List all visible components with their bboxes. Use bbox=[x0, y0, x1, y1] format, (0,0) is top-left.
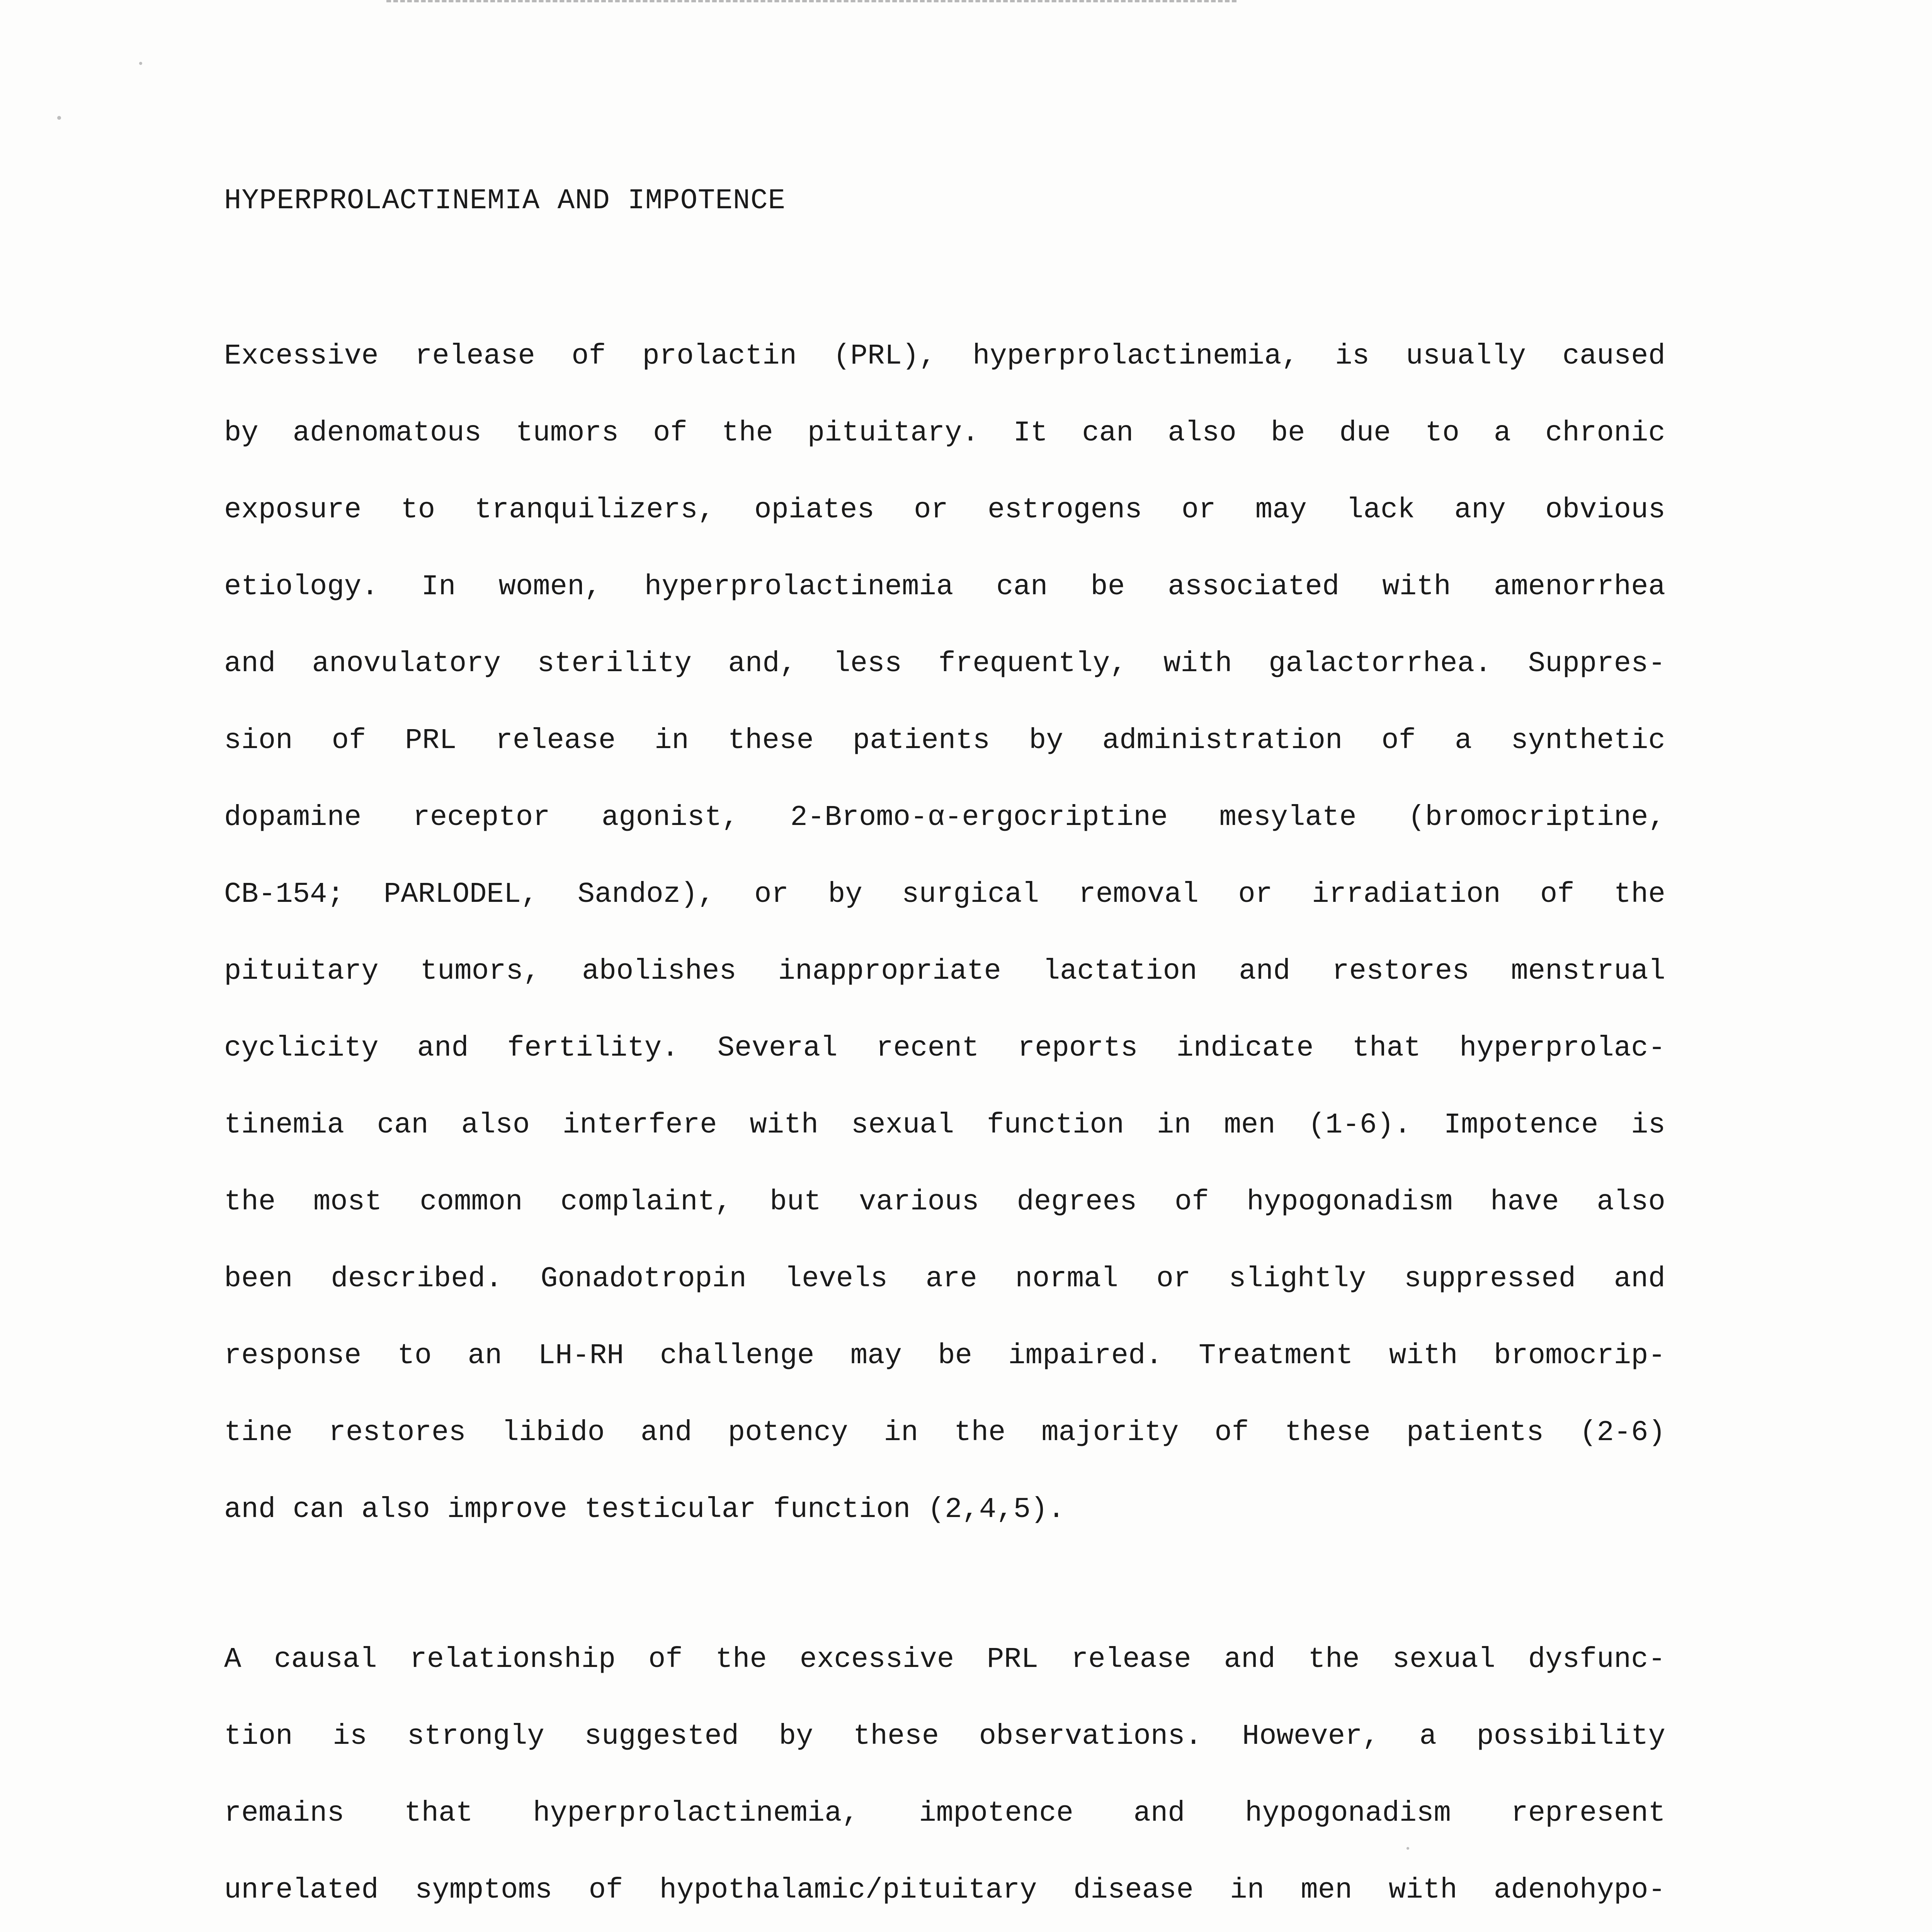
body-paragraph-1 bbox=[224, 329, 1665, 1560]
scan-edge-artifact bbox=[386, 0, 1236, 6]
text-line: unrelated symptoms of hypothalamic/pituitary disease in men with adenohypo- bbox=[224, 1874, 1665, 1906]
text-line: remains that hyperprolactinemia, impotence and hypogonadism represent bbox=[224, 1797, 1665, 1830]
scan-speck bbox=[139, 62, 142, 65]
text-line: exposure to tranquilizers, opiates or estrogens or may lack any obvious bbox=[224, 494, 1665, 526]
text-line: the most common complaint, but various degrees of hypogonadism have also bbox=[224, 1186, 1665, 1218]
text-line: by adenomatous tumors of the pituitary. It can also be due to a chronic bbox=[224, 417, 1665, 449]
text-line: and can also improve testicular function (2,4,5). bbox=[224, 1493, 1065, 1526]
text-line: been described. Gonadotropin levels are normal or slightly suppressed and bbox=[224, 1263, 1665, 1295]
text-line: cyclicity and fertility. Several recent reports indicate that hyperprolac- bbox=[224, 1032, 1665, 1065]
text-line: response to an LH-RH challenge may be impaired. Treatment with bromocrip- bbox=[224, 1340, 1665, 1372]
scan-speck bbox=[57, 116, 61, 120]
text-line: Excessive release of prolactin (PRL), hyperprolactinemia, is usually caused bbox=[224, 340, 1665, 372]
text-line: etiology. In women, hyperprolactinemia can be associated with amenorrhea bbox=[224, 571, 1665, 603]
text-line: dopamine receptor agonist, 2-Bromo-α-ergocriptine mesylate (bromocriptine, bbox=[224, 801, 1665, 834]
body-paragraph-2 bbox=[224, 1633, 1665, 1932]
document-title: HYPERPROLACTINEMIA AND IMPOTENCE bbox=[224, 185, 786, 217]
text-line: tine restores libido and potency in the majority of these patients (2-6) bbox=[224, 1417, 1665, 1449]
text-line: tinemia can also interfere with sexual function in men (1-6). Impotence is bbox=[224, 1109, 1665, 1141]
text-line: tion is strongly suggested by these observations. However, a possibility bbox=[224, 1720, 1665, 1753]
text-line: pituitary tumors, abolishes inappropriate lactation and restores menstrual bbox=[224, 955, 1665, 988]
text-line: and anovulatory sterility and, less frequently, with galactorrhea. Suppres- bbox=[224, 648, 1665, 680]
text-line: A causal relationship of the excessive PRL release and the sexual dysfunc- bbox=[224, 1643, 1665, 1676]
text-line: CB-154; PARLODEL, Sandoz), or by surgical removal or irradiation of the bbox=[224, 878, 1665, 911]
text-line: sion of PRL release in these patients by administration of a synthetic bbox=[224, 724, 1665, 757]
